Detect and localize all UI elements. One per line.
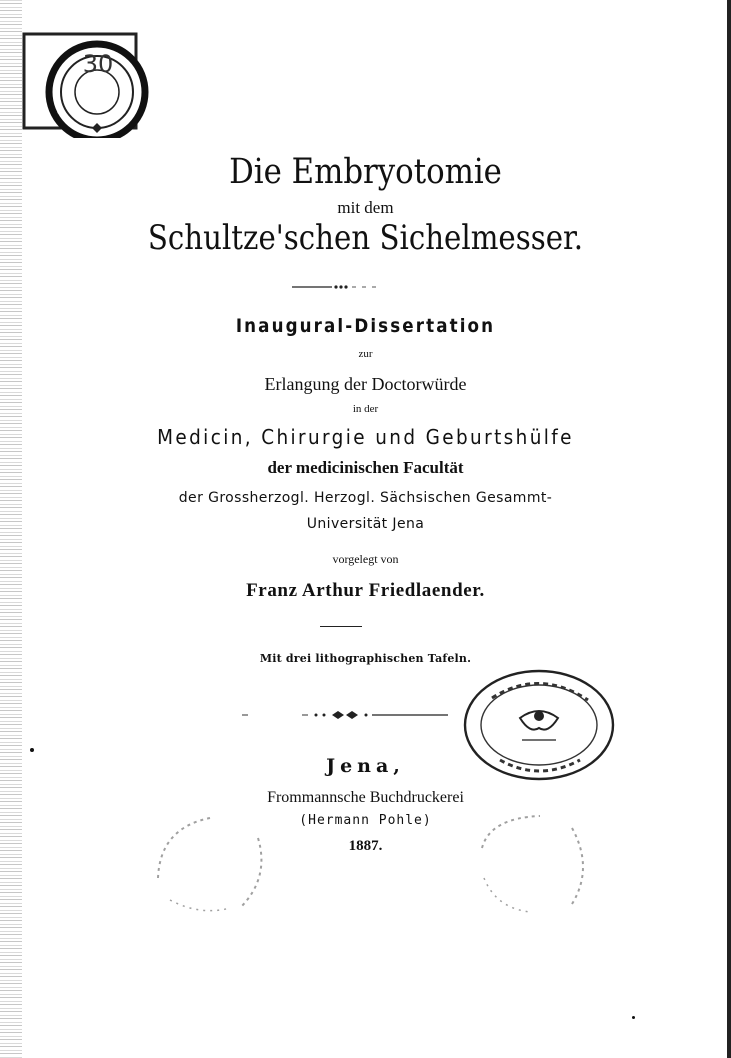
dissertation-type: Inaugural-Dissertation: [235, 315, 496, 337]
printer: (Hermann Pohle): [299, 813, 432, 828]
university-line-1: der Grossherzogl. Herzogl. Sächsischen Gesammt-: [178, 490, 553, 506]
speck-mark: [632, 1016, 635, 1019]
short-rule: [320, 626, 362, 627]
bleed-through-stamp-right-icon: [460, 808, 600, 918]
title-connector: mit dem: [337, 198, 394, 217]
university-line-2: Universität Jena: [306, 516, 425, 532]
ornamental-rule-long: [242, 710, 448, 720]
word-zur: zur: [358, 348, 373, 360]
title-main: Die Embryotomie: [229, 152, 502, 192]
title-subtitle: Schultze'schen Sichelmesser.: [147, 218, 584, 258]
stamp-shelf-number: 30: [82, 50, 114, 78]
ornamental-divider: [292, 283, 382, 291]
publisher: Frommannsche Buchdruckerei: [267, 789, 464, 806]
faculty-line: der medicinischen Facultät: [267, 458, 464, 477]
submitted-by: vorgelegt von: [332, 552, 399, 566]
speck-mark: [30, 748, 34, 752]
fields-line: Medicin, Chirurgie und Geburtshülfe: [157, 425, 574, 449]
place: Jena,: [326, 755, 405, 777]
library-stamp-icon: [22, 28, 162, 138]
word-in-der: in der: [352, 403, 379, 415]
author-name: Franz Arthur Friedlaender.: [246, 580, 485, 601]
erlangung-line: Erlangung der Doctorwürde: [264, 374, 467, 394]
plates-note: Mit drei lithographischen Tafeln.: [259, 652, 472, 665]
bleed-through-stamp-left-icon: [140, 808, 280, 918]
year: 1887.: [348, 838, 383, 854]
